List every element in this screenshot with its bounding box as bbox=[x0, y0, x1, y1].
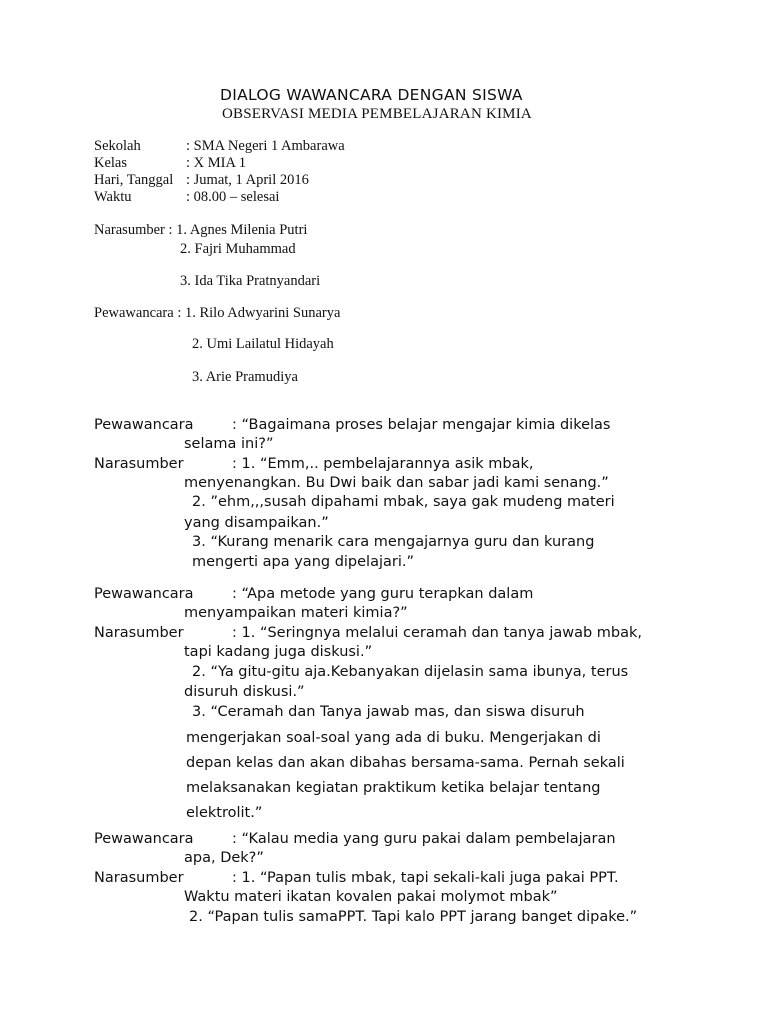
dialog-line: apa, Dek?” bbox=[184, 850, 264, 866]
dialog-line: 2. “Papan tulis samaPPT. Tapi kalo PPT jarang banget dipake.” bbox=[189, 909, 638, 925]
dialog-line: elektrolit.” bbox=[186, 805, 263, 821]
pewawancara-line-2: 2. Umi Lailatul Hidayah bbox=[192, 336, 334, 352]
dialog-line: : “Apa metode yang guru terapkan dalam bbox=[232, 586, 534, 602]
info-value-hari-tanggal: : Jumat, 1 April 2016 bbox=[186, 172, 309, 188]
dialog-line: 2. “Ya gitu-gitu aja.Kebanyakan dijelasin sama ibunya, terus bbox=[192, 664, 629, 680]
pewawancara-line-3: 3. Arie Pramudiya bbox=[192, 369, 298, 385]
dialog-line: 3. “Kurang menarik cara mengajarnya guru dan kurang bbox=[192, 534, 595, 550]
dialog-line: 2. ”ehm,,,susah dipahami mbak, saya gak mudeng materi bbox=[192, 494, 615, 510]
narasumber-line-3: 3. Ida Tika Pratnyandari bbox=[180, 273, 321, 289]
dialog-speaker: Narasumber bbox=[94, 456, 184, 472]
dialog-line: : 1. “Seringnya melalui ceramah dan tanya jawab mbak, bbox=[232, 625, 643, 641]
dialog-line: : “Kalau media yang guru pakai dalam pembelajaran bbox=[232, 831, 616, 847]
dialog-line: selama ini?” bbox=[184, 436, 274, 452]
dialog-line: menyenangkan. Bu Dwi baik dan sabar jadi kami senang.” bbox=[184, 475, 609, 491]
dialog-line: menyampaikan materi kimia?” bbox=[184, 605, 408, 621]
dialog-line: melaksanakan kegiatan praktikum ketika belajar tentang bbox=[186, 780, 601, 796]
pewawancara-line-1: Pewawancara : 1. Rilo Adwyarini Sunarya bbox=[94, 305, 341, 321]
info-value-waktu: : 08.00 – selesai bbox=[186, 189, 280, 205]
narasumber-line-1: Narasumber : 1. Agnes Milenia Putri bbox=[94, 222, 308, 238]
dialog-line: : 1. “Papan tulis mbak, tapi sekali-kali juga pakai PPT. bbox=[232, 870, 619, 886]
dialog-line: disuruh diskusi.” bbox=[184, 684, 305, 700]
dialog-line: depan kelas dan akan dibahas bersama-sama. Pernah sekali bbox=[186, 755, 625, 771]
info-label-kelas: Kelas bbox=[94, 155, 128, 171]
info-value-kelas: : X MIA 1 bbox=[186, 155, 247, 171]
dialog-speaker: Narasumber bbox=[94, 625, 184, 641]
info-label-waktu: Waktu bbox=[94, 189, 132, 205]
dialog-line: mengerjakan soal-soal yang ada di buku. Mengerjakan di bbox=[186, 730, 601, 746]
dialog-line: : “Bagaimana proses belajar mengajar kimia dikelas bbox=[232, 417, 611, 433]
dialog-line: tapi kadang juga diskusi.” bbox=[184, 644, 373, 660]
dialog-line: yang disampaikan.” bbox=[184, 515, 329, 531]
info-value-sekolah: : SMA Negeri 1 Ambarawa bbox=[186, 138, 345, 154]
document-title: DIALOG WAWANCARA DENGAN SISWA bbox=[220, 86, 523, 104]
dialog-line: mengerti apa yang dipelajari.” bbox=[192, 554, 414, 570]
dialog-line: Waktu materi ikatan kovalen pakai molymot mbak” bbox=[184, 889, 558, 905]
info-label-sekolah: Sekolah bbox=[94, 138, 141, 154]
dialog-speaker: Pewawancara bbox=[94, 831, 194, 847]
document-subtitle: OBSERVASI MEDIA PEMBELAJARAN KIMIA bbox=[222, 106, 532, 122]
dialog-speaker: Pewawancara bbox=[94, 586, 194, 602]
dialog-speaker: Narasumber bbox=[94, 870, 184, 886]
dialog-speaker: Pewawancara bbox=[94, 417, 194, 433]
dialog-line: 3. “Ceramah dan Tanya jawab mas, dan siswa disuruh bbox=[192, 704, 585, 720]
narasumber-line-2: 2. Fajri Muhammad bbox=[180, 241, 296, 257]
dialog-line: : 1. “Emm,.. pembelajarannya asik mbak, bbox=[232, 456, 534, 472]
info-label-hari-tanggal: Hari, Tanggal bbox=[94, 172, 174, 188]
